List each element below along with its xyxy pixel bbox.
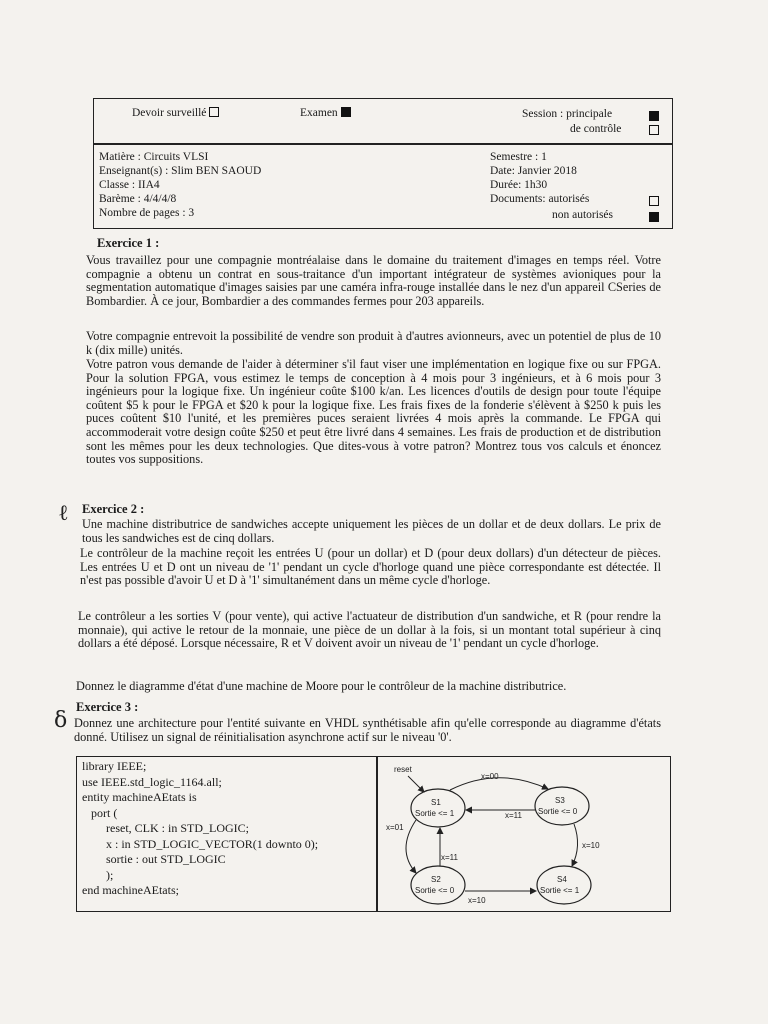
devoir-surveille-option: [132, 107, 219, 119]
vhdl-code: [82, 759, 318, 899]
code-line: library IEEE;: [82, 759, 147, 773]
session-principale: [522, 108, 612, 120]
transition-s3-s1-label: x=11: [505, 811, 522, 820]
ex3-title: Exercice 3 :: [76, 700, 139, 714]
code-line: entity machineAEtats is: [82, 790, 197, 804]
session-controle-label: de contrôle: [570, 123, 622, 135]
state-s4-output: Sortie <= 1: [540, 886, 580, 895]
ex2-paragraph-4: Donnez le diagramme d'état d'une machine de Moore pour le contrôleur de la machine distributrice.: [76, 679, 567, 693]
examen-label: Examen: [300, 107, 338, 119]
transition-s1-s3-label: x=00: [481, 772, 499, 781]
ex1-title: Exercice 1 :: [97, 236, 160, 250]
matiere: Matière : Circuits VLSI: [99, 151, 209, 163]
documents-autorises: Documents: autorisés: [490, 193, 590, 205]
state-s3: [535, 787, 589, 825]
state-s3-output: Sortie <= 0: [538, 807, 578, 816]
ex1-paragraph-3: Votre patron vous demande de l'aider à déterminer s'il faut viser une implémentation en logique fixe ou sur FPGA. Pour la solution FPGA, vous estimez le temps de conception à 4 mois pour 3 ingénieurs, et à 6 mois pour 3 ingénieurs pour la logique fixe. Un ingénieur coûte $100 k/an. Les licences d'outils de design pour toute l'équipe coûtent $5 k pour le FPGA et $20 k pour la logique fixe. Les frais fixes de la fonderie s'élèvent à $250 k puis les puces coûtent $10 l'unité, et les premières puces seraient livrées 4 mois après la commande. Le FPGA qui accommoderait votre design coûte $250 et peut être livré dans 4 semaines. Les frais de production et de distribution sont les mêmes pour les deux technologies. Que dites-vous à votre patron? Montrez tous vos calculs et énoncez toutes vos suppositions.: [86, 357, 661, 467]
documents-non-autorises-checkbox: [649, 212, 659, 222]
transition-s3-s4-label: x=10: [582, 841, 600, 850]
state-s3-label: S3: [555, 796, 565, 805]
reset-label: reset: [394, 765, 412, 774]
enseignant: Enseignant(s) : Slim BEN SAOUD: [99, 165, 262, 177]
transition-s2-s1-label: x=11: [441, 853, 458, 862]
code-line: port (: [82, 805, 118, 820]
state-s2: [411, 866, 465, 904]
state-s2-output: Sortie <= 0: [415, 886, 455, 895]
classe: Classe : IIA4: [99, 179, 160, 191]
transition-s2-s4-label: x=10: [468, 896, 486, 905]
session-controle-checkbox: [649, 125, 659, 135]
session-principale-checkbox: [649, 111, 659, 121]
ex2-paragraph-2: Le contrôleur de la machine reçoit les entrées U (pour un dollar) et D (pour deux dollars) d'un détecteur de pièces. Les entrées U et D ont un niveau de '1' pendant un cycle d'horloge quand une pièce correspondante est détectée. Il n'est pas possible d'avoir U et D à '1' simultanément dans un même cycle d'horloge.: [80, 546, 661, 588]
examen-checkbox: [341, 107, 351, 117]
ex1-paragraph-1: Vous travaillez pour une compagnie montréalaise dans le domaine du traitement d'images en temps réel. Votre compagnie a obtenu un contrat en sous-traitance d'un important intégrateur de systèmes avioniques pour la segmentation automatique d'images saisies par une caméra infra-rouge installée dans le nez d'un appareil CSeries de Bombardier. À ce jour, Bombardier a des commandes fermes pour 203 appareils.: [86, 253, 661, 308]
ex2-paragraph-1: Une machine distributrice de sandwiches accepte uniquement les pièces de un dollar et de deux dollars. Le prix de tous les sandwiches est de cinq dollars.: [82, 517, 661, 545]
devoir-checkbox: [209, 107, 219, 117]
ex2-title: Exercice 2 :: [82, 502, 145, 516]
documents-autorises-checkbox: [649, 196, 659, 206]
duree: Durée: 1h30: [490, 179, 548, 191]
state-s1-output: Sortie <= 1: [415, 809, 455, 818]
reset-arrow: [408, 776, 424, 792]
session-controle: [570, 123, 621, 135]
state-s4-label: S4: [557, 875, 567, 884]
pen-mark-icon: ℓ: [58, 501, 69, 526]
state-diagram: [378, 758, 670, 910]
state-s1-label: S1: [431, 798, 441, 807]
ex2-paragraph-3: Le contrôleur a les sorties V (pour vente), qui active l'actuateur de distribution d'un sandwiche, et R (pour rendre la monnaie), qui active le retour de la monnaie, une pièce de un dollar à la fois, si un montant total supérieur à cinq dollars a été déposé. Lorsque nécessaire, R et V doivent avoir un niveau de '1' pendant un cycle d'horloge.: [78, 609, 661, 651]
documents-non-autorises: non autorisés: [552, 209, 614, 221]
nb-pages: Nombre de pages : 3: [99, 207, 195, 219]
date: Date: Janvier 2018: [490, 165, 577, 177]
ex3-paragraph-1: Donnez une architecture pour l'entité suivante en VHDL synthétisable afin qu'elle corresponde au diagramme d'états donné. Utilisez un signal de réinitialisation asynchrone actif sur le niveau '0'.: [74, 716, 661, 744]
bareme: Barème : 4/4/4/8: [99, 193, 177, 205]
semestre: Semestre : 1: [490, 151, 547, 163]
code-line: );: [82, 867, 114, 882]
state-s4: [537, 866, 591, 904]
header-box: [93, 98, 673, 144]
transition-s1-s2-label: x=01: [386, 823, 404, 832]
code-line: end machineAEtats;: [82, 883, 179, 897]
state-s2-label: S2: [431, 875, 441, 884]
ex1-paragraph-2: Votre compagnie entrevoit la possibilité de vendre son produit à d'autres avionneurs, avec un potentiel de plus de 10 k (dix mille) unités.: [86, 329, 661, 357]
examen-option: [300, 107, 351, 119]
transition-s3-s4: [572, 824, 578, 866]
pen-mark-icon: δ: [54, 708, 68, 733]
code-line: use IEEE.std_logic_1164.all;: [82, 774, 222, 789]
transition-s1-s2: [406, 820, 416, 873]
code-line: sortie : out STD_LOGIC: [82, 852, 226, 866]
code-line: x : in STD_LOGIC_VECTOR(1 downto 0);: [82, 836, 319, 851]
session-label: Session : principale: [522, 108, 613, 120]
transition-s1-s3: [450, 778, 548, 790]
state-s1: [411, 789, 465, 827]
devoir-surveille-label: Devoir surveillé: [132, 107, 207, 119]
code-line: reset, CLK : in STD_LOGIC;: [82, 821, 249, 835]
